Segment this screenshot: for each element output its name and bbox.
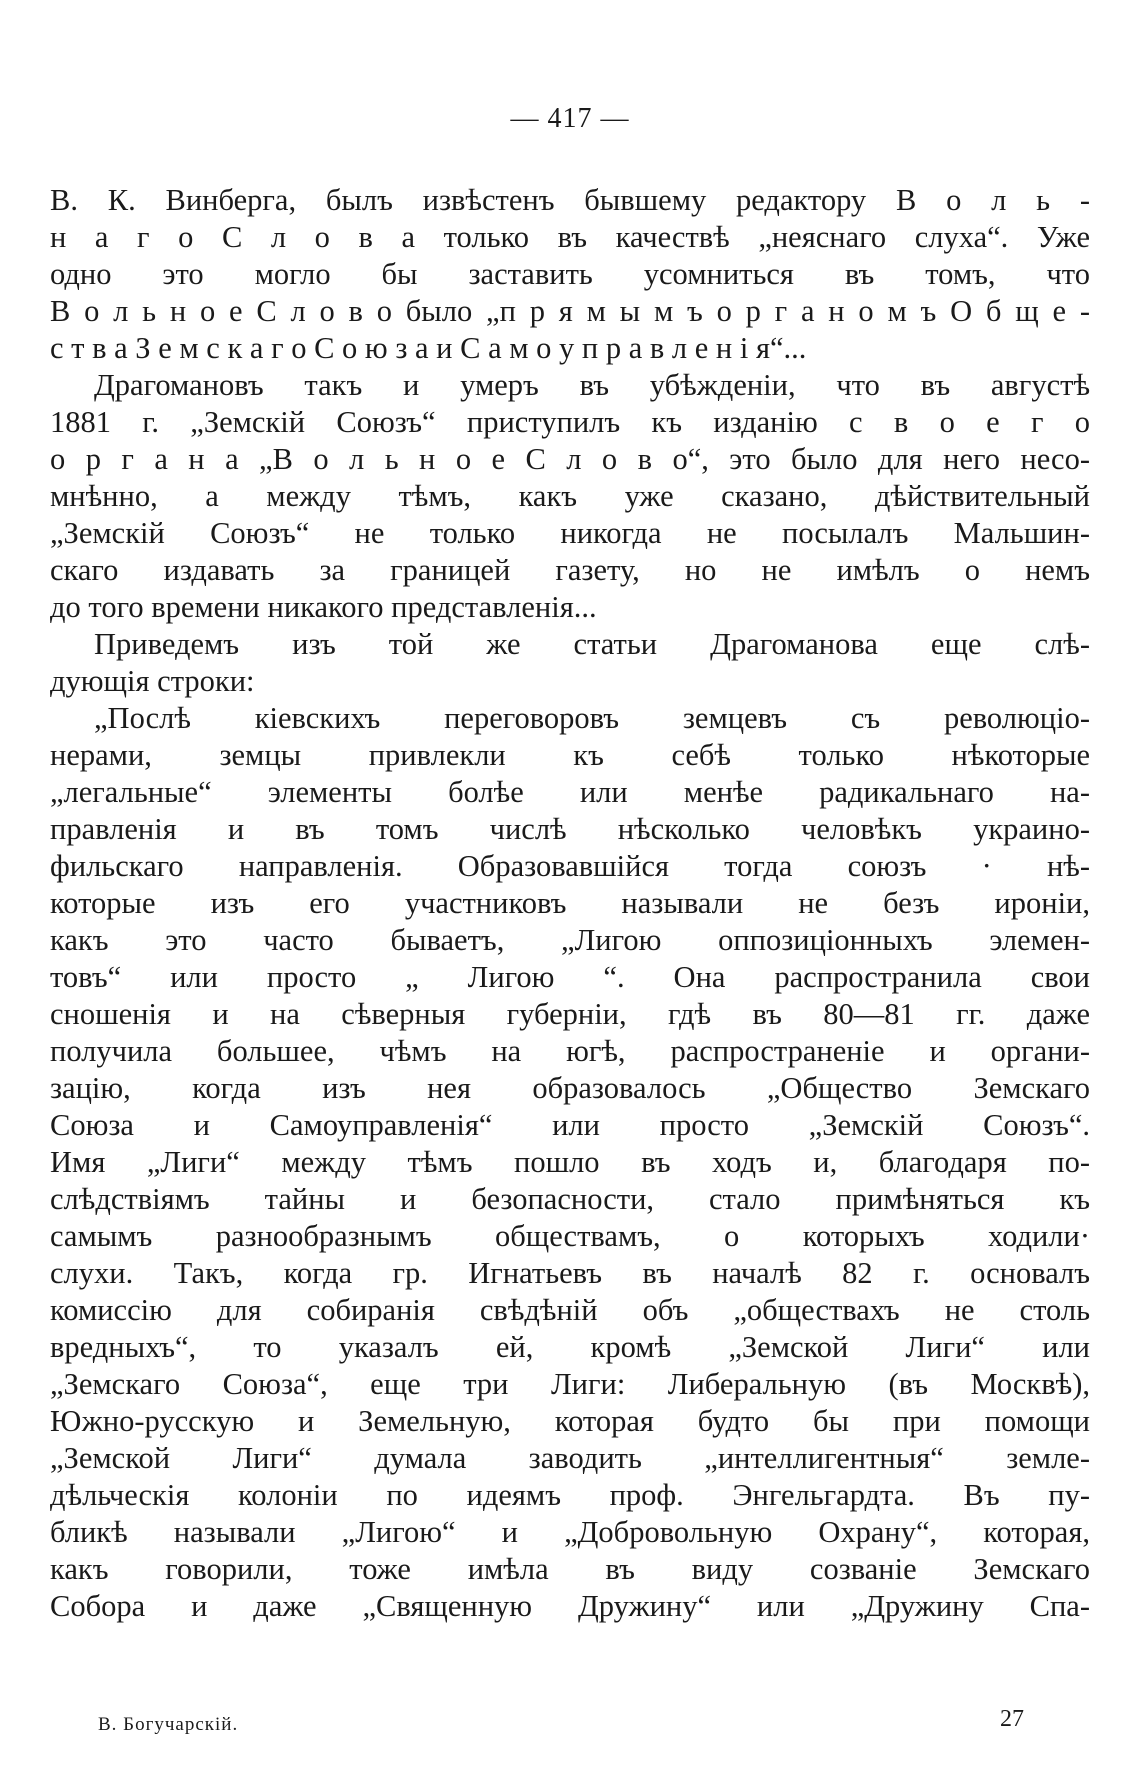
text-line: зацію, когда изъ нея образовалось „Общество Земскаго: [50, 1071, 1090, 1105]
text-line: сношенія и на сѣверныя губерніи, гдѣ въ 80—81 гг. даже: [50, 997, 1090, 1031]
text-line: до того времени никакого представленія...: [50, 590, 597, 624]
text-line: скаго издавать за границей газету, но не имѣлъ о немъ: [50, 553, 1090, 587]
text-line: „Послѣ кіевскихъ переговоровъ земцевъ съ революціо-: [94, 701, 1090, 735]
text-line: Южно-русскую и Земельную, которая будто бы при помощи: [50, 1404, 1090, 1438]
text-line: дующія строки:: [50, 664, 255, 698]
text-line: мнѣнно, а между тѣмъ, какъ уже сказано, дѣйствительный: [50, 479, 1090, 513]
text-line: слухи. Такъ, когда гр. Игнатьевъ въ началѣ 82 г. основалъ: [50, 1256, 1090, 1290]
text-line: „Земскаго Союза“, еще три Лиги: Либеральную (въ Москвѣ),: [50, 1367, 1090, 1401]
text-line: получила большее, чѣмъ на югѣ, распространеніе и органи-: [50, 1034, 1090, 1068]
text-line: одно это могло бы заставить усомниться въ томъ, что: [50, 257, 1090, 291]
text-line: В. К. Винберга, былъ извѣстенъ бывшему редактору В о л ь -: [50, 183, 1090, 217]
text-line: „Земскій Союзъ“ не только никогда не посылалъ Мальшин-: [50, 516, 1090, 550]
text-line: Приведемъ изъ той же статьи Драгоманова еще слѣ-: [94, 627, 1090, 661]
text-line: нерами, земцы привлекли къ себѣ только нѣкоторые: [50, 738, 1090, 772]
text-line: с т в а З е м с к а г о С о ю з а и С а м о у п р а в л е н і я“...: [50, 331, 807, 365]
text-line: какъ говорили, тоже имѣла въ виду созваніе Земскаго: [50, 1552, 1090, 1586]
text-line: о р г а н а „В о л ь н о е С л о в о“, это было для него несо-: [50, 442, 1090, 476]
text-line: Собора и даже „Священную Дружину“ или „Дружину Спа-: [50, 1589, 1090, 1623]
text-line: дѣльческія колоніи по идеямъ проф. Энгельгардта. Въ пу-: [50, 1478, 1090, 1512]
text-line: „Земской Лиги“ думала заводить „интеллигентныя“ земле-: [50, 1441, 1090, 1475]
text-line: какъ это часто бываетъ, „Лигою оппозиціонныхъ элемен-: [50, 923, 1090, 957]
text-line: Союза и Самоуправленія“ или просто „Земскій Союзъ“.: [50, 1108, 1090, 1142]
text-line: н а г о С л о в а только въ качествѣ „неяснаго слуха“. Уже: [50, 220, 1090, 254]
text-line: „легальные“ элементы болѣе или менѣе радикальнаго на-: [50, 775, 1090, 809]
text-line: Драгомановъ такъ и умеръ въ убѣжденіи, что въ августѣ: [94, 368, 1090, 402]
text-line: Имя „Лиги“ между тѣмъ пошло въ ходъ и, благодаря по-: [50, 1145, 1090, 1179]
text-line: комиссію для собиранія свѣдѣній объ „обществахъ не столь: [50, 1293, 1090, 1327]
text-line: бликѣ называли „Лигою“ и „Добровольную Охрану“, которая,: [50, 1515, 1090, 1549]
text-line: 1881 г. „Земскій Союзъ“ приступилъ къ изданію с в о е г о: [50, 405, 1090, 439]
footer-author: В. Богучарскій.: [98, 1714, 239, 1735]
text-line: которые изъ его участниковъ называли не безъ ироніи,: [50, 886, 1090, 920]
text-line: товъ“ или просто „ Лигою “. Она распространила свои: [50, 960, 1090, 994]
text-line: В о л ь н о е С л о в о было „п р я м ы м ъ о р г а н о м ъ О б щ е -: [50, 294, 1090, 328]
text-line: вредныхъ“, то указалъ ей, кромѣ „Земской Лиги“ или: [50, 1330, 1090, 1364]
text-line: правленія и въ томъ числѣ нѣсколько человѣкъ украино-: [50, 812, 1090, 846]
text-line: самымъ разнообразнымъ обществамъ, о которыхъ ходили·: [50, 1219, 1090, 1253]
text-line: слѣдствіямъ тайны и безопасности, стало примѣняться къ: [50, 1182, 1090, 1216]
text-line: фильскаго направленія. Образовавшійся тогда союзъ · нѣ-: [50, 849, 1090, 883]
signature-mark: 27: [1000, 1706, 1024, 1732]
page-number: — 417 —: [510, 103, 630, 134]
body-text: [50, 182, 1090, 1625]
